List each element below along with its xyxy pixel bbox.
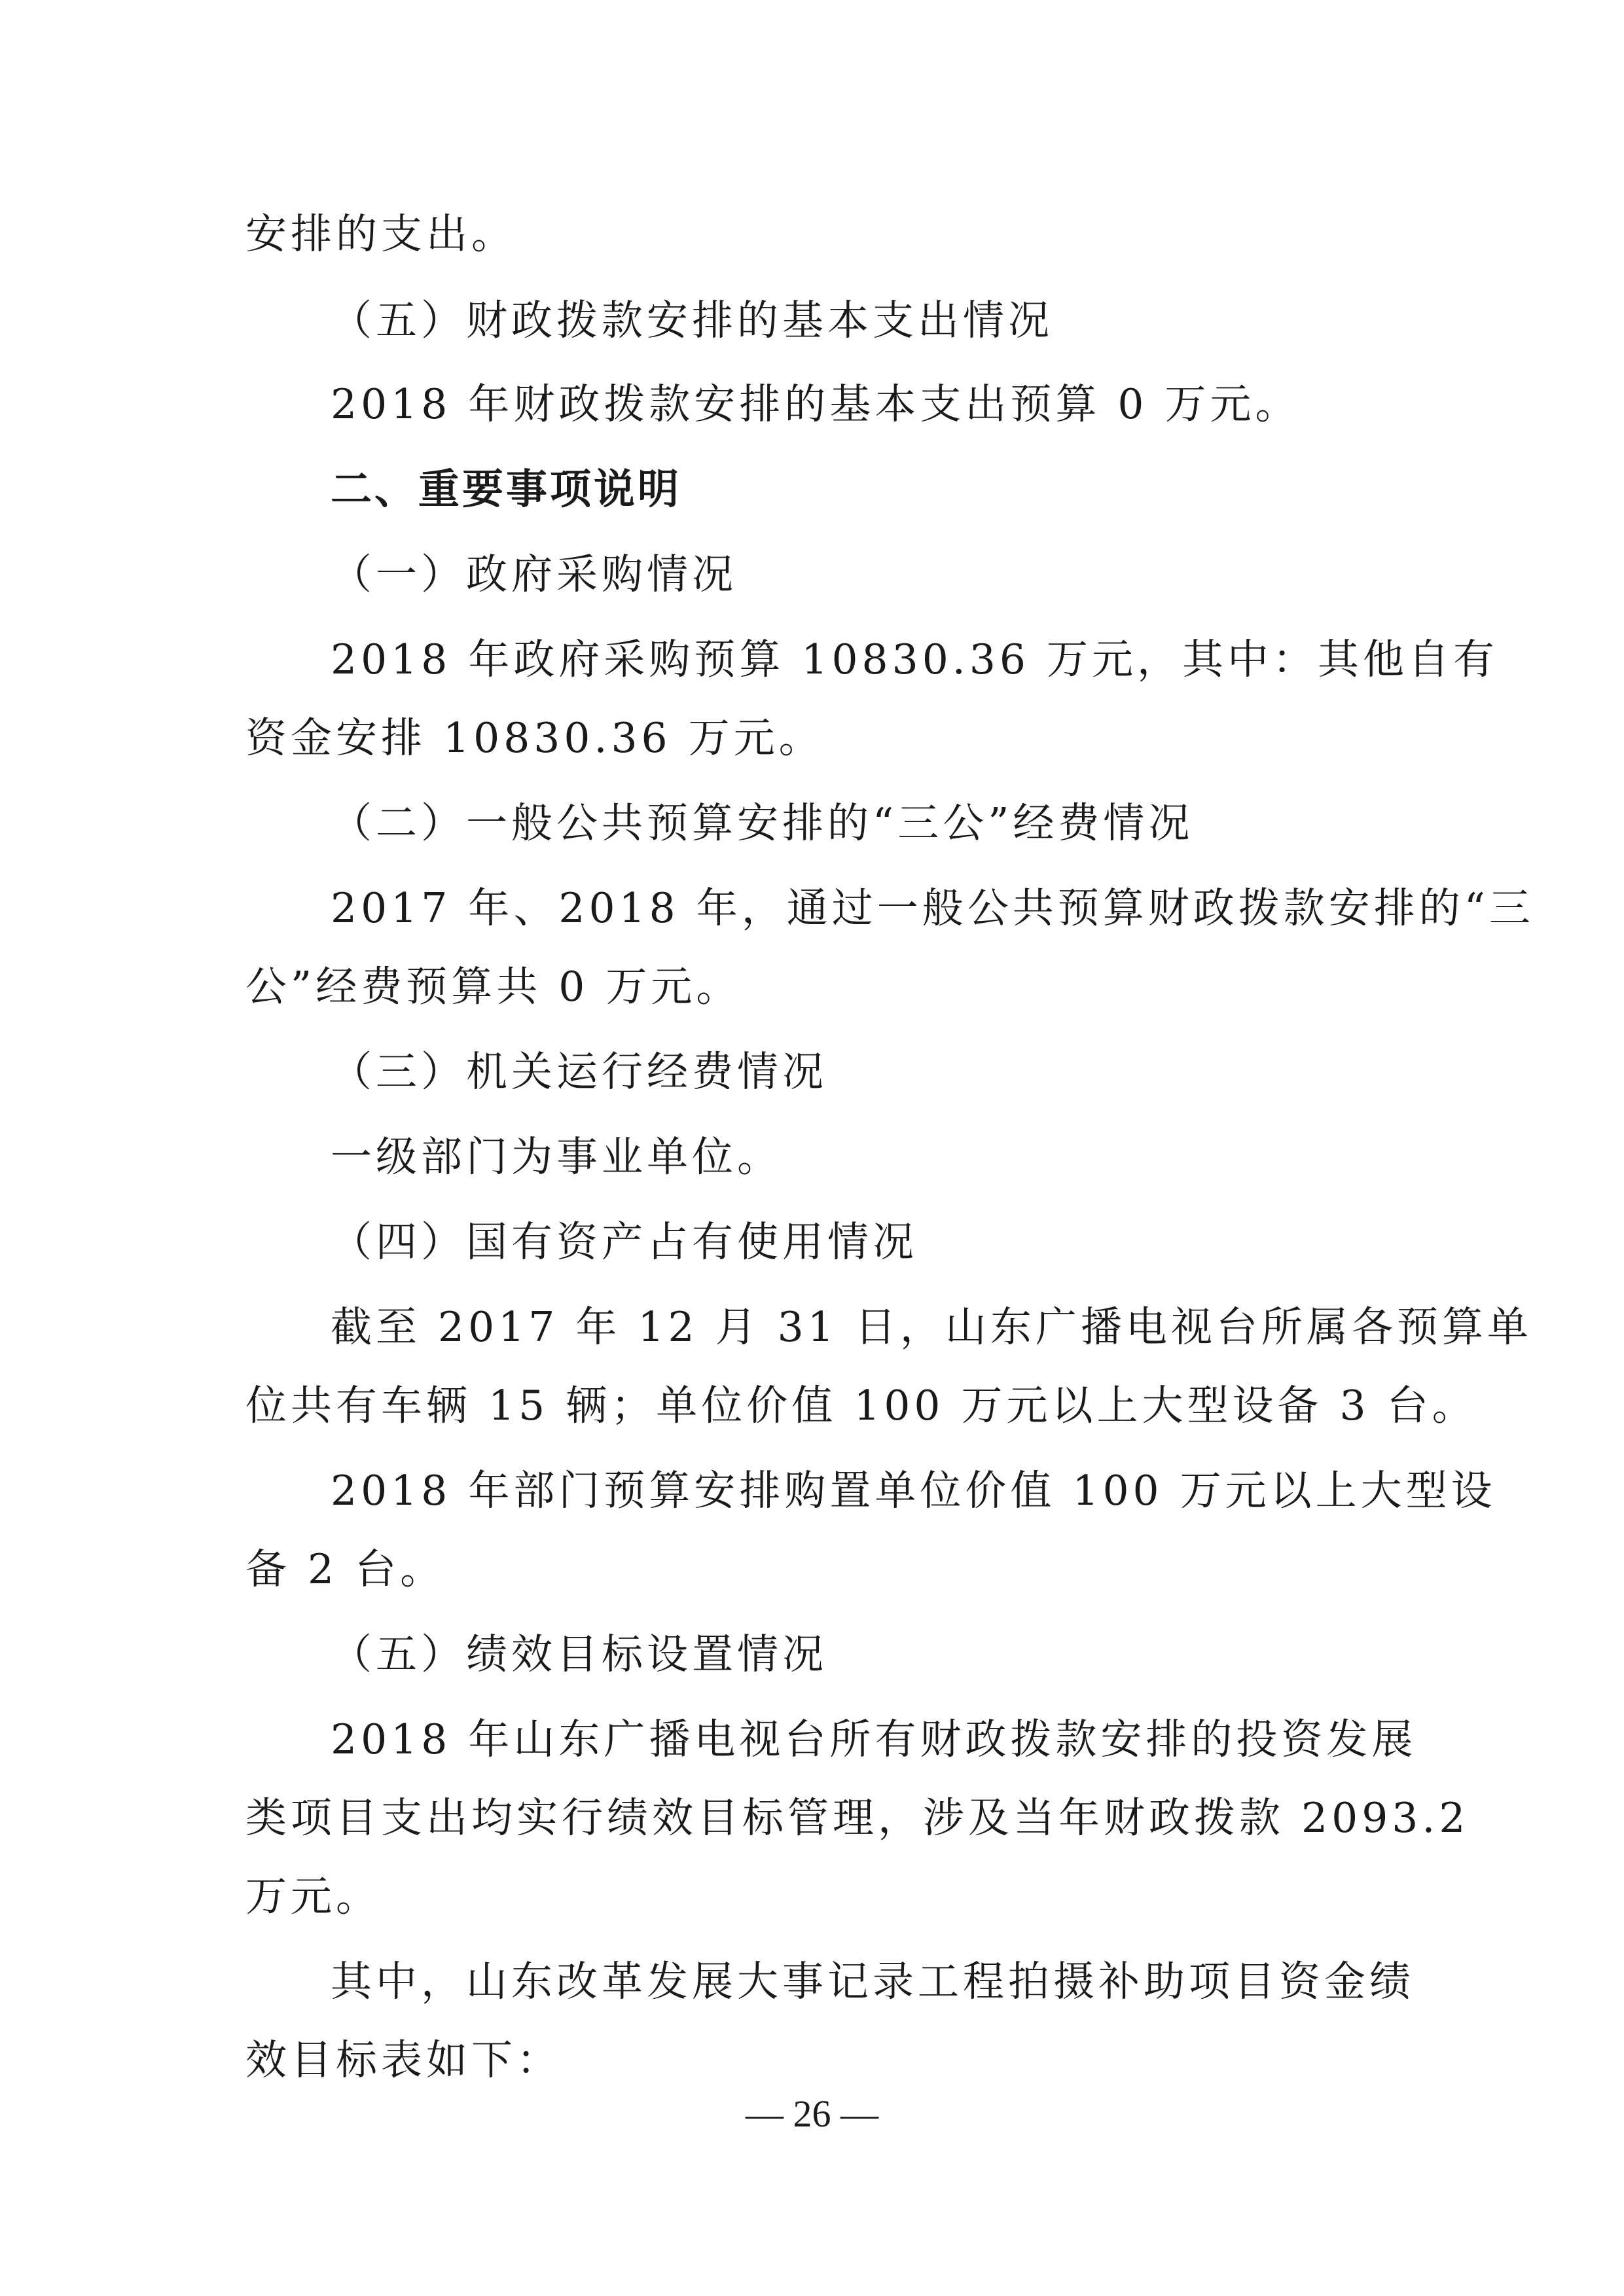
- paragraph-state-assets-line1: 截至 2017 年 12 月 31 日，山东广播电视台所属各预算单: [331, 1303, 1532, 1351]
- paragraph-equipment-purchase-line2: 备 2 台。: [245, 1545, 446, 1593]
- paragraph-three-public-line1: 2017 年、2018 年，通过一般公共预算财政拨款安排的“三: [331, 884, 1534, 932]
- paragraph-procurement-line2: 资金安排 10830.36 万元。: [245, 714, 824, 762]
- paragraph-project-line2: 效目标表如下：: [245, 2036, 562, 2084]
- subheading-three-public-expenses: （二）一般公共预算安排的“三公”经费情况: [331, 799, 1194, 847]
- paragraph-procurement-line1: 2018 年政府采购预算 10830.36 万元，其中：其他自有: [331, 636, 1499, 683]
- paragraph-agency-operating: 一级部门为事业单位。: [331, 1133, 782, 1181]
- paragraph-equipment-purchase-line1: 2018 年部门预算安排购置单位价值 100 万元以上大型设: [331, 1467, 1496, 1515]
- subheading-state-assets: （四）国有资产占有使用情况: [331, 1218, 918, 1266]
- paragraph-performance-line2: 类项目支出均实行绩效目标管理，涉及当年财政拨款 2093.2: [245, 1794, 1470, 1842]
- paragraph-performance-line3: 万元。: [245, 1873, 381, 1920]
- subheading-basic-expenditure: （五）财政拨款安排的基本支出情况: [331, 296, 1053, 344]
- paragraph-continuation: 安排的支出。: [245, 210, 516, 258]
- section-heading-important-matters: 二、重要事项说明: [331, 465, 681, 513]
- paragraph-performance-line1: 2018 年山东广播电视台所有财政拨款安排的投资发展: [331, 1715, 1417, 1763]
- subheading-agency-operating-expenses: （三）机关运行经费情况: [331, 1048, 827, 1096]
- paragraph-project-line1: 其中，山东改革发展大事记录工程拍摄补助项目资金绩: [331, 1958, 1415, 2005]
- page-number: — 26 —: [746, 2092, 878, 2135]
- subheading-government-procurement: （一）政府采购情况: [331, 550, 737, 598]
- paragraph-basic-expenditure: 2018 年财政拨款安排的基本支出预算 0 万元。: [331, 380, 1301, 428]
- paragraph-three-public-line2: 公”经费预算共 0 万元。: [245, 963, 742, 1011]
- subheading-performance-targets: （五）绩效目标设置情况: [331, 1630, 827, 1678]
- paragraph-state-assets-line2: 位共有车辆 15 辆；单位价值 100 万元以上大型设备 3 台。: [245, 1382, 1477, 1429]
